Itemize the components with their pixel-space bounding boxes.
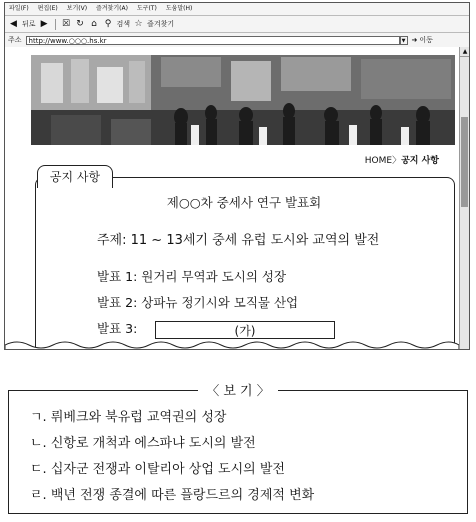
home-icon[interactable]: ⌂ [91, 18, 97, 29]
presentation-label: 발표 1: [97, 269, 138, 284]
bogi-item: ㄷ. 십자군 전쟁과 이탈리아 상업 도시의 발전 [30, 462, 285, 477]
search-button-label[interactable]: 검색 [116, 20, 131, 28]
presentation-text: 원거리 무역과 도시의 성장 [141, 269, 287, 284]
menu-tools[interactable]: 도구(T) [136, 5, 157, 12]
breadcrumb-home[interactable]: HOME [364, 156, 393, 166]
bogi-item: ㄹ. 백년 전쟁 종결에 따른 플랑드르의 경제적 변화 [30, 488, 315, 503]
go-button[interactable] [412, 35, 433, 45]
url-dropdown-icon[interactable]: ▼ [400, 36, 408, 45]
back-icon[interactable]: ◀ [10, 18, 17, 29]
bogi-item: ㄴ. 신항로 개척과 에스파냐 도시의 발전 [30, 436, 256, 451]
refresh-icon[interactable]: ↻ [76, 18, 84, 29]
breadcrumb-separator: 〉 [392, 156, 402, 166]
menu-bar [5, 3, 469, 16]
breadcrumb [365, 153, 439, 166]
go-arrow-icon: ➜ [411, 36, 418, 44]
topic-line: 주제: 11 ~ 13세기 중세 유럽 도시와 교역의 발전 [97, 233, 380, 248]
bogi-item: ㄱ. 뤼베크와 북유럽 교역권의 성장 [30, 410, 227, 425]
scroll-thumb[interactable] [461, 117, 468, 207]
presentation-2 [97, 293, 298, 311]
presentation-text: 상파뉴 정기시와 모직물 산업 [141, 295, 299, 310]
address-label: 주소 [8, 36, 22, 44]
presentation-label: 발표 3: [97, 321, 138, 336]
back-button-label[interactable]: 뒤로 [22, 20, 36, 28]
forward-icon[interactable]: ▶ [40, 18, 48, 29]
breadcrumb-current: 공지 사항 [401, 156, 439, 166]
menu-help[interactable]: 도움말(H) [165, 5, 193, 12]
presentation-label: 발표 2: [97, 295, 138, 310]
bogi-title: 〈 보 기 〉 [0, 380, 476, 399]
go-button-label: 이동 [419, 36, 433, 44]
medieval-painting-banner [31, 55, 455, 145]
favorites-button-label[interactable]: 즐겨찾기 [147, 20, 175, 28]
presentation-1 [97, 267, 286, 285]
menu-view[interactable]: 보기(V) [66, 5, 88, 12]
toolbar [5, 16, 469, 33]
scroll-up-icon[interactable]: ▲ [460, 47, 470, 57]
toolbar-divider [55, 19, 56, 30]
torn-edge [5, 339, 459, 350]
page-title: 제○○차 중세사 연구 발표회 [166, 195, 322, 210]
presentation-3 [97, 319, 137, 337]
page-content [5, 47, 459, 350]
search-icon[interactable]: ⚲ [104, 18, 112, 29]
vertical-scrollbar[interactable] [459, 47, 469, 350]
url-input[interactable]: http://www.○○○.hs.kr [26, 36, 400, 45]
address-bar [5, 33, 469, 48]
menu-edit[interactable]: 편집(E) [37, 5, 58, 12]
browser-window [4, 2, 470, 350]
stop-icon[interactable]: ☒ [61, 18, 71, 29]
favorites-star-icon[interactable]: ☆ [134, 18, 143, 29]
menu-favorites[interactable]: 즐겨찾기(A) [95, 5, 128, 12]
menu-file[interactable]: 파일(F) [9, 5, 29, 12]
notice-tab[interactable]: 공지 사항 [37, 165, 113, 188]
presentation-3-blank-box: (가) [155, 321, 335, 339]
